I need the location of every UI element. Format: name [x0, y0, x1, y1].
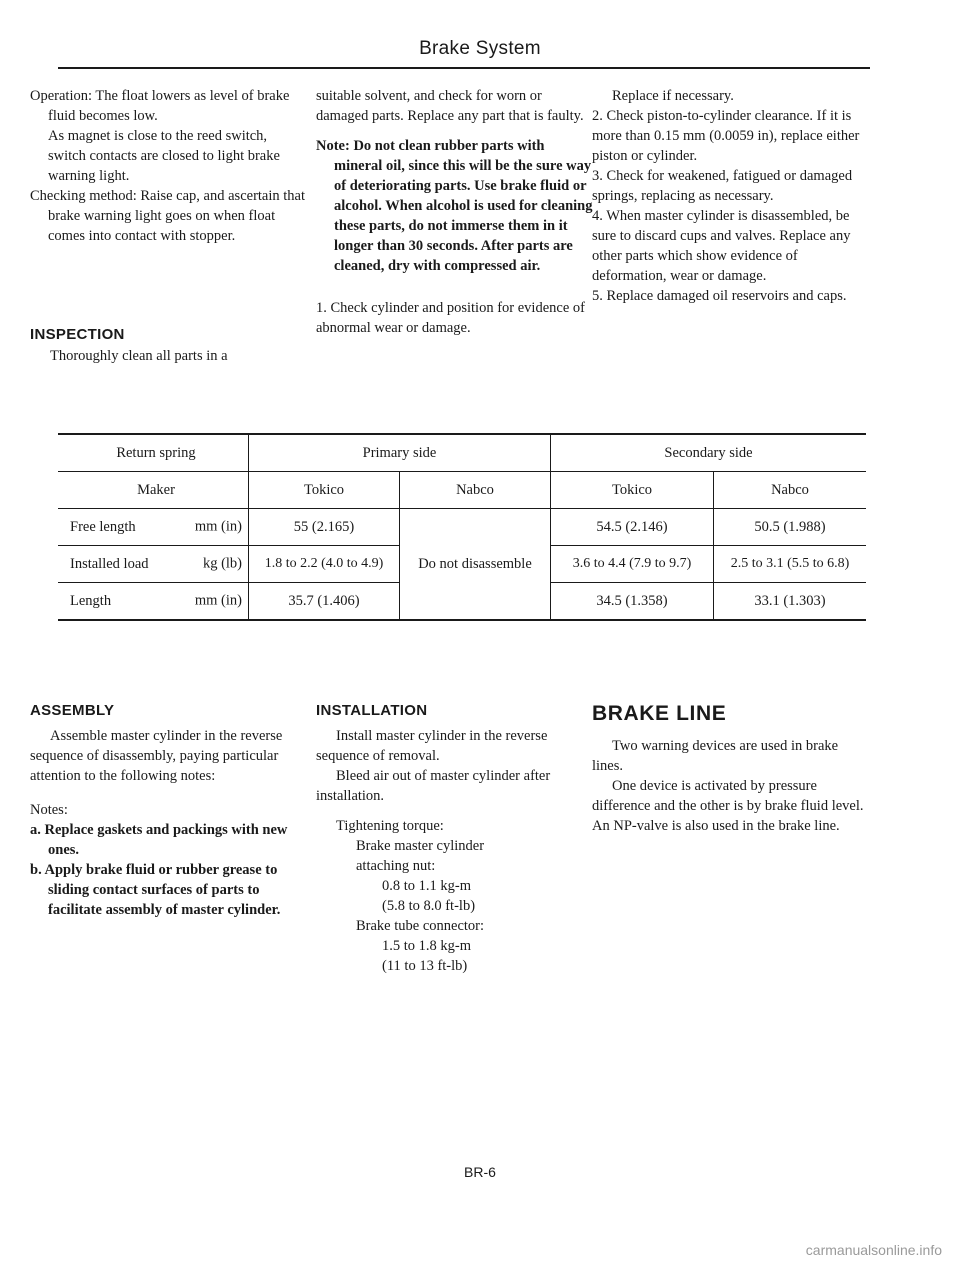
installed-load-secondary-tokico: 3.6 to 4.4 (7.9 to 9.7)	[551, 546, 714, 583]
torque-item-1-line-2: attaching nut:	[356, 858, 436, 874]
installed-load-primary-tokico: 1.8 to 2.2 (4.0 to 4.9)	[249, 546, 400, 583]
maker-primary-tokico: Tokico	[249, 472, 400, 509]
length-label-text: Length	[70, 592, 112, 609]
free-length-unit: mm (in)	[194, 518, 242, 535]
rubber-parts-note: Note: Do not clean rubber parts with mineral oil, since this will be the sure way of deteriorating parts. Use brake fluid or alcohol. When alcohol is used for cleaning these parts, do not immerse them in it longer than 30 seconds. After parts are cleaned, dry with compressed air.	[316, 138, 593, 274]
checking-method-text: Checking method: Raise cap, and ascertain that brake warning light goes on when float comes into contact with stopper.	[30, 188, 306, 244]
inspection-item-4: 4. When master cylinder is disassembled, be sure to discard cups and valves. Replace any other parts which show evidence of deformation, wear or damage.	[592, 208, 851, 284]
return-spring-spec-table	[58, 433, 866, 621]
brake-line-text-2: One device is activated by pressure difference and the other is by brake fluid level. An NP-valve is also used in the brake line.	[592, 778, 864, 834]
table-row	[58, 472, 866, 509]
return-spring-header: Return spring	[58, 434, 249, 472]
length-secondary-nabco: 33.1 (1.303)	[714, 583, 867, 621]
installation-text-2: Bleed air out of master cylinder after installation.	[316, 768, 551, 804]
watermark: carmanualsonline.info	[805, 1242, 942, 1258]
length-secondary-tokico: 34.5 (1.358)	[551, 583, 714, 621]
torque-item-2-line-1: Brake tube connector:	[356, 918, 485, 934]
maker-secondary-tokico: Tokico	[551, 472, 714, 509]
free-length-label-text: Free length	[70, 518, 136, 535]
installed-load-primary-nabco: Do not disassemble	[400, 546, 551, 583]
installed-load-unit: kg (lb)	[202, 555, 242, 572]
inspection-text	[30, 346, 308, 366]
torque-item-1-value-1: 0.8 to 1.1 kg-m	[382, 878, 472, 894]
inspection-item-1: 1. Check cylinder and position for evidence of abnormal wear or damage.	[316, 300, 585, 336]
inspection-item-5: 5. Replace damaged oil reservoirs and caps.	[592, 288, 847, 304]
torque-item-1-line-1: Brake master cylinder	[356, 838, 485, 854]
secondary-side-header: Secondary side	[551, 434, 867, 472]
free-length-primary-nabco	[400, 509, 551, 546]
inspection-paragraph: Thoroughly clean all parts in a	[50, 348, 228, 364]
installation-text-1: Install master cylinder in the reverse sequence of removal.	[316, 728, 548, 764]
brake-line-section	[592, 736, 872, 836]
assembly-text: Assemble master cylinder in the reverse sequence of disassembly, paying particular attention to the following notes:	[30, 728, 283, 784]
table-row	[58, 583, 866, 621]
maker-secondary-nabco: Nabco	[714, 472, 867, 509]
torque-item-1-value-2: (5.8 to 8.0 ft-lb)	[382, 898, 476, 914]
replace-text: Replace if necessary.	[612, 88, 734, 104]
tightening-torque-label: Tightening torque:	[336, 818, 444, 834]
assembly-note-b: b. Apply brake fluid or rubber grease to sliding contact surfaces of parts to facilitate assembly of master cylinder.	[30, 862, 281, 918]
length-unit: mm (in)	[194, 592, 242, 609]
column-2	[316, 86, 594, 338]
table-row	[58, 434, 866, 472]
free-length-label	[58, 509, 249, 546]
free-length-secondary-tokico: 54.5 (2.146)	[551, 509, 714, 546]
column-3	[592, 86, 872, 306]
assembly-note-a: a. Replace gaskets and packings with new ones.	[30, 822, 288, 858]
brake-line-text-1: Two warning devices are used in brake lines.	[592, 738, 839, 774]
length-primary-tokico: 35.7 (1.406)	[249, 583, 400, 621]
maker-primary-nabco: Nabco	[400, 472, 551, 509]
header-rule	[58, 67, 870, 69]
maker-label: Maker	[58, 472, 249, 509]
installation-heading: INSTALLATION	[316, 702, 428, 719]
free-length-primary-tokico: 55 (2.165)	[249, 509, 400, 546]
assembly-heading: ASSEMBLY	[30, 702, 115, 719]
column-1	[30, 86, 308, 246]
primary-side-header: Primary side	[249, 434, 551, 472]
assembly-section	[30, 726, 308, 920]
inspection-item-2: 2. Check piston-to-cylinder clearance. If it is more than 0.15 mm (0.0059 in), replace either piston or cylinder.	[592, 108, 860, 164]
brake-line-heading: BRAKE LINE	[592, 702, 727, 725]
solvent-text: suitable solvent, and check for worn or damaged parts. Replace any part that is faulty.	[316, 88, 584, 124]
torque-item-2-value-1: 1.5 to 1.8 kg-m	[382, 938, 472, 954]
table-row	[58, 509, 866, 546]
operation-text-2: As magnet is close to the reed switch, switch contacts are closed to light brake warning light.	[48, 128, 280, 184]
torque-item-2-value-2: (11 to 13 ft-lb)	[382, 958, 468, 974]
inspection-item-3: 3. Check for weakened, fatigued or damaged springs, replacing as necessary.	[592, 168, 853, 204]
installed-load-label	[58, 546, 249, 583]
page-number: BR-6	[464, 1164, 496, 1180]
page-header: Brake System	[419, 38, 541, 59]
installed-load-label-text: Installed load	[70, 555, 149, 572]
operation-text: Operation: The float lowers as level of brake fluid becomes low.	[30, 88, 290, 124]
inspection-heading: INSPECTION	[30, 326, 125, 343]
assembly-notes-label: Notes:	[30, 802, 68, 818]
installed-load-secondary-nabco: 2.5 to 3.1 (5.5 to 6.8)	[714, 546, 867, 583]
free-length-secondary-nabco: 50.5 (1.988)	[714, 509, 867, 546]
length-primary-nabco	[400, 583, 551, 621]
length-label	[58, 583, 249, 621]
installation-section	[316, 726, 594, 976]
table-row	[58, 546, 866, 583]
